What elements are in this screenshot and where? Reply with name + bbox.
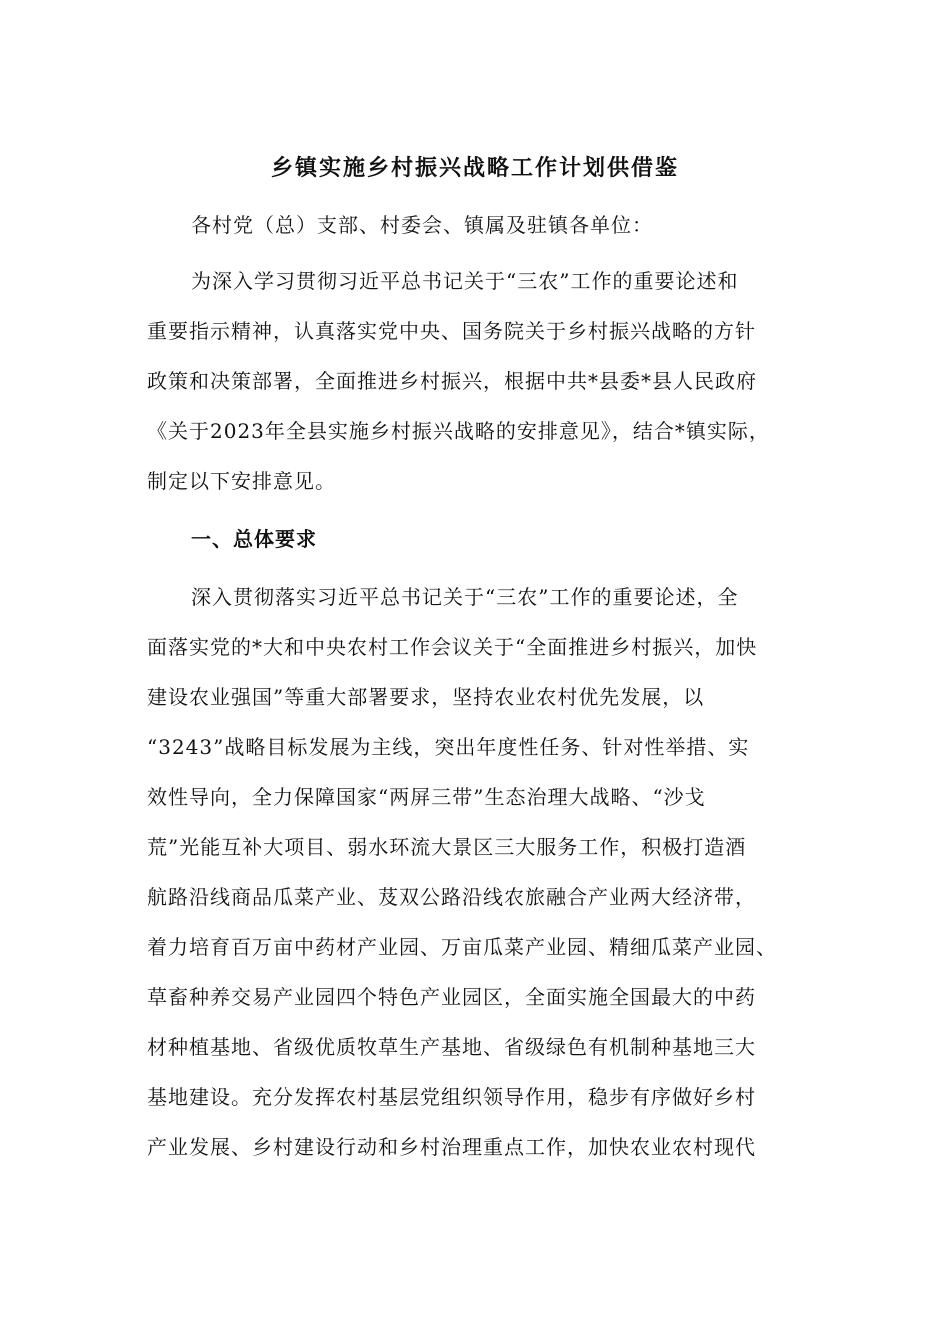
section-line: 材种植基地、省级优质牧草生产基地、省级绿色有机制种基地三大 (147, 1035, 756, 1059)
intro-line: 为深入学习贯彻习近平总书记关于“三农”工作的重要论述和 (191, 269, 739, 293)
salutation: 各村党（总）支部、村委会、镇属及驻镇各单位： (191, 213, 653, 237)
section-line: 草畜种养交易产业园四个特色产业园区，全面实施全国最大的中药 (147, 985, 756, 1009)
section-line: 着力培育百万亩中药材产业园、万亩瓜菜产业园、精细瓜菜产业园、 (147, 935, 777, 959)
section-line: 面落实党的*大和中央农村工作会议关于“全面推进乡村振兴，加快 (147, 635, 758, 659)
section-heading: 一、总体要求 (191, 527, 317, 551)
section-line: 建设农业强国”等重大部署要求，坚持农业农村优先发展，以 (147, 685, 705, 709)
section-line: 基地建设。充分发挥农村基层党组织领导作用，稳步有序做好乡村 (147, 1085, 756, 1109)
section-line: 荒”光能互补大项目、弱水环流大景区三大服务工作，积极打造酒 (147, 835, 747, 859)
intro-line: 政策和决策部署，全面推进乡村振兴，根据中共*县委*县人民政府 (147, 369, 757, 393)
intro-line: 重要指示精神，认真落实党中央、国务院关于乡村振兴战略的方针 (147, 319, 756, 343)
section-line: “3243”战略目标发展为主线，突出年度性任务、针对性举措、实 (147, 735, 750, 759)
section-line: 航路沿线商品瓜菜产业、芨双公路沿线农旅融合产业两大经济带， (147, 885, 756, 909)
document-title: 乡镇实施乡村振兴战略工作计划供借鉴 (270, 155, 679, 181)
section-line: 深入贯彻落实习近平总书记关于“三农”工作的重要论述，全 (191, 585, 739, 609)
section-line: 效性导向，全力保障国家“两屏三带”生态治理大战略、“沙戈 (147, 785, 706, 809)
intro-line: 《关于2023年全县实施乡村振兴战略的安排意见》，结合*镇实际， (147, 419, 770, 443)
intro-line: 制定以下安排意见。 (147, 469, 336, 493)
section-line: 产业发展、乡村建设行动和乡村治理重点工作，加快农业农村现代 (147, 1135, 756, 1159)
